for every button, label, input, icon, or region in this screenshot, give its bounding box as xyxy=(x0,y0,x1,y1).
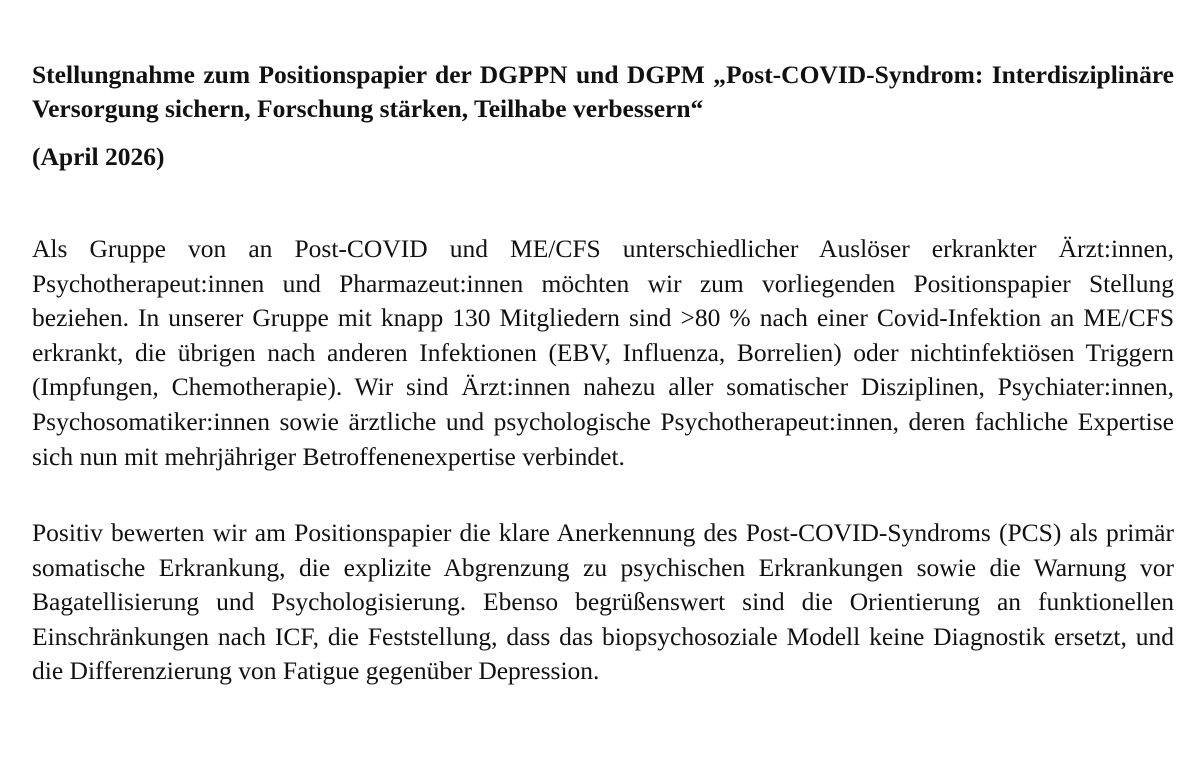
document-title: Stellungnahme zum Positionspapier der DGPPN und DGPM „Post-COVID-Syndrom: Interdisziplinäre Versorgung sichern, Forschung stärken, Teilhabe verbessern“ xyxy=(32,60,1174,123)
document-date: (April 2026) xyxy=(32,142,165,171)
paragraph-introduction: Als Gruppe von an Post-COVID und ME/CFS unterschiedlicher Auslöser erkrankter Ärzt:innen, Psychotherapeut:innen und Pharmazeut:innen möchten wir zum vorliegenden Positionspapier Stellung beziehen. In unserer Gruppe mit knapp 130 Mitgliedern sind >80 % nach einer Covid-Infektion an ME/CFS erkrankt, die übrigen nach anderen Infektionen (EBV, Influenza, Borrelien) oder nichtinfektiösen Triggern (Impfungen, Chemotherapie). Wir sind Ärzt:innen nahezu aller somatischer Disziplinen, Psychiater:innen, Psychosomatiker:innen sowie ärztliche und psychologische Psychotherapeut:innen, deren fachliche Expertise sich nun mit mehrjähriger Betroffenenexpertise verbindet. xyxy=(32,234,1174,471)
document-page xyxy=(32,0,1174,761)
paragraph-positive-assessment: Positiv bewerten wir am Positionspapier die klare Anerkennung des Post-COVID-Syndroms (PCS) als primär somatische Erkrankung, die explizite Abgrenzung zu psychischen Erkrankungen sowie die Warnung vor Bagatellisierung und Psychologisierung. Ebenso begrüßenswert sind die Orientierung an funktionellen Einschränkungen nach ICF, die Feststellung, dass das biopsychosoziale Modell keine Diagnostik ersetzt, und die Differenzierung von Fatigue gegenüber Depression. xyxy=(32,518,1174,686)
